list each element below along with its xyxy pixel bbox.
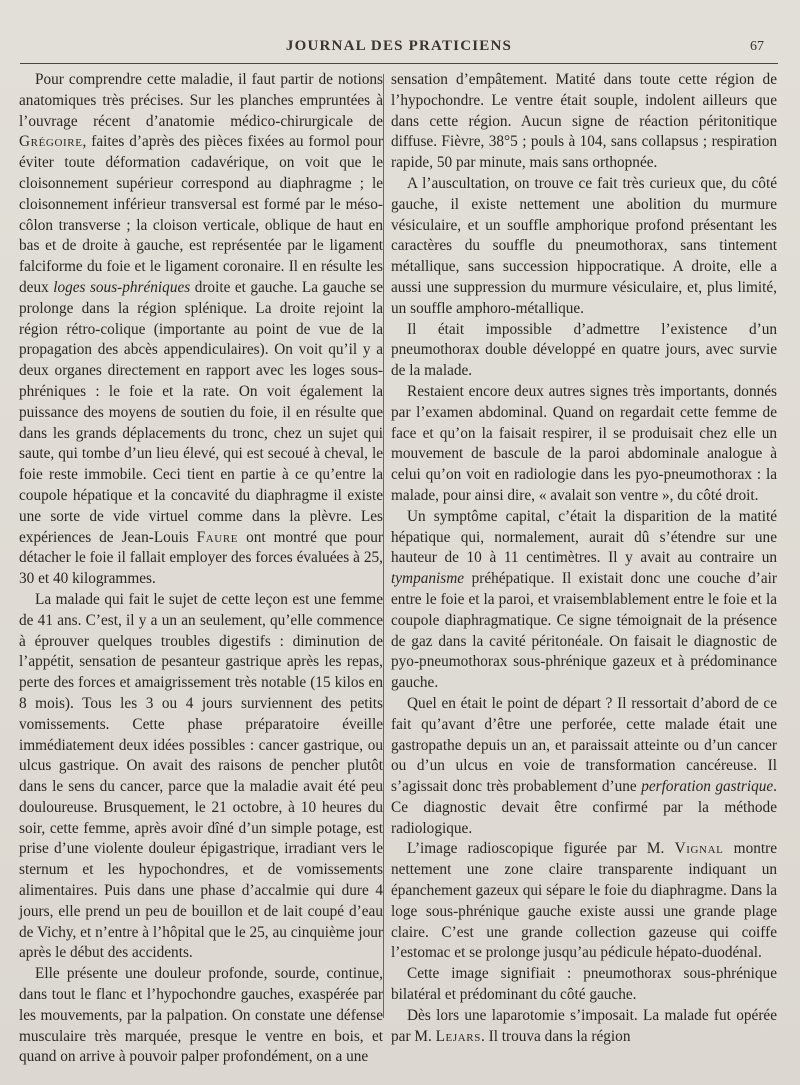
header-rule [20,63,778,64]
term-tympanisme: tympanisme [391,570,465,588]
paragraph-abdominal-signs: Restaient encore deux autres signes très importants, donnés par l’examen abdominal. Quand on regardait cette femme de face et qu’on la faisait respirer, il se produisait chez elle un mouvement de bascule de la paroi abdominale analogue à celui qu’on voit en radiologie dans les pyo-pneumothorax : la malade, pour ainsi dire, « avalait son ventre », du côté droit. [391,382,777,504]
column-divider [383,74,384,1018]
paragraph-continued: sensation d’empâtement. Matité dans toute cette région de l’hypochondre. Le ventre était souple, indolent ailleurs que dans cette région. Aucun signe de réaction péritonitique diffuse. Fièvre, 38°5 ; pouls à 104, sans collapsus ; respiration rapide, 50 par minute, mais sans orthopnée. [391,71,777,172]
right-column [391,70,777,1047]
paragraph-anatomy: Pour comprendre cette maladie, il faut partir de notions anatomiques très précises. Sur les planches empruntées à l’ouvrage récent d’anatomie médico-chirurgicale de Grégoire, faites d’après des pièces fixées au formol pour éviter toute déformation cadavérique, on voit que le cloisonnement supérieur correspond au diaphragme ; le cloisonnement inférieur transversal est formé par le méso-côlon transverse ; la cloison verticale, oblique de haut en bas et de droite à gauche, est représentée par le ligament falciforme du foie et le ligament coronaire. Il en résulte les deux loges sous-phréniques droite et gauche. La gauche se prolonge dans la région splénique. La droite rejoint la région rétro-colique (importante au point de vue de la propagation des abcès appendiculaires). On voit qu’il y a deux organes directement en rapport avec les loges sous-phréniques : le foie et la rate. On voit également la puissance des moyens de soutien du foie, il en résulte que dans les grands déplacements du tronc, chez un sujet qui saute, qui tombe d’un lieu élevé, qui est secoué à cheval, le foie reste immobile. Ceci tient en partie à ce qu’entre la coupole hépatique et la concavité du diaphragme il existe une sorte de vide virtuel comme dans la plèvre. Les expériences de Jean-Louis Faure ont montré que pour détacher le foie il fallait employer des forces évaluées à 25, 30 et 40 kilogrammes. [19,71,384,588]
page-number: 67 [750,39,764,54]
paragraph-radioscopy: L’image radioscopique figurée par M. Vignal montre nettement une zone claire transparente indiquant un épanchement gazeux qui sépare le foie du diaphragme. Dans la loge sous-phrénique gauche existe aussi une grande plage claire. C’est une grande collection gazeuse qui coiffe l’estomac et se prolonge jusqu’au pédicule hépato-duodénal. [391,840,777,962]
left-column [19,70,383,1068]
author-name-lejars: Lejars [435,1027,481,1045]
term-perforation: perforation gastrique [641,778,774,796]
paragraph-pneumothorax: Il était impossible d’admettre l’existence d’un pneumothorax double développé en quatre jours, avec survie de la malade. [391,320,777,380]
paragraph-image-meaning: Cette image signifiait : pneumothorax sous-phrénique bilatéral et prédominant du côté gauche. [391,965,777,1004]
author-name-faure: Faure [196,528,239,546]
paragraph-laparotomy: Dès lors une laparotomie s’imposait. La malade fut opérée par M. Lejars. Il trouva dans la région [391,1006,777,1045]
paragraph-capital-symptom: Un symptôme capital, c’était la disparition de la matité hépatique qui, normalement, aurait dû s’étendre sur une hauteur de 10 à 11 centimètres. Il y avait au contraire un tympanisme préhépatique. Il existait donc une couche d’air entre le foie et la paroi, et vraisemblablement entre le foie et la coupole diaphragmatique. Ce signe témoignait de la présence de gaz dans la cavité péritonéale. On faisait le diagnostic de pyo-pneumothorax sous-phrénique gazeux et à prédominance gauche. [391,507,777,692]
paragraph-auscultation: A l’auscultation, on trouve ce fait très curieux que, du côté gauche, il existe nettement une abolition du murmure vésiculaire, et un souffle amphorique profond présentant les caractères du souffle du pneumothorax, sans tintement métallique, sans succession hippocratique. A droite, elle a aussi une suppression du murmure vésiculaire, et, plus limité, un souffle amphoro-métallique. [391,174,777,317]
page-header [20,34,778,58]
paragraph-symptoms: Elle présente une douleur profonde, sourde, continue, dans tout le flanc et l’hypochondre gauches, exaspérée par les mouvements, par la palpation. On constate une défense musculaire très marquée, presque le ventre en bois, et quand on arrive à pouvoir palper profondément, on a une [19,965,383,1066]
author-name-vignal: Vignal [674,840,724,858]
journal-title: JOURNAL DES PRATICIENS [285,38,513,54]
term-loges: loges sous-phréniques [53,278,191,296]
paragraph-patient-history: La malade qui fait le sujet de cette leçon est une femme de 41 ans. C’est, il y a un an seulement, qu’elle commence à éprouver quelques troubles digestifs : diminution de l’appétit, sensation de pesanteur gastrique après les repas, perte des forces et amaigrissement très notable (15 kilos en 8 mois). Tous les 3 ou 4 jours surviennent des petits vomissements. Cette phase préparatoire éveille immédiatement deux idées possibles : cancer gastrique, ou ulcus gastrique. On avait des raisons de pencher plutôt dans le sens du cancer, parce que la maladie avait été peu douloureuse. Brusquement, le 21 octobre, à 10 heures du soir, cette femme, après avoir dîné d’un simple potage, est prise d’une violente douleur épigastrique, irradiant vers le sternum et les hypochondres, et de vomissements alimentaires. Puis dans une phase d’accalmie qui dure 4 jours, elle prend un peu de bouillon et de lait coupé d’eau de Vichy, et n’entre à l’hôpital que le 25, au cinquième jour après le début des accidents. [19,590,383,962]
paragraph-origin: Quel en était le point de départ ? Il ressortait d’abord de ce fait qu’avant d’être une perforée, cette malade était une gastropathe depuis un an, et paraissait atteinte ou d’un cancer ou d’un ulcus en voie de transformation cancéreuse. Il s’agissait donc très probablement d’une perforation gastrique. Ce diagnostic devait être confirmé par la méthode radiologique. [391,694,777,837]
author-name-gregoire: Grégoire [19,133,83,151]
